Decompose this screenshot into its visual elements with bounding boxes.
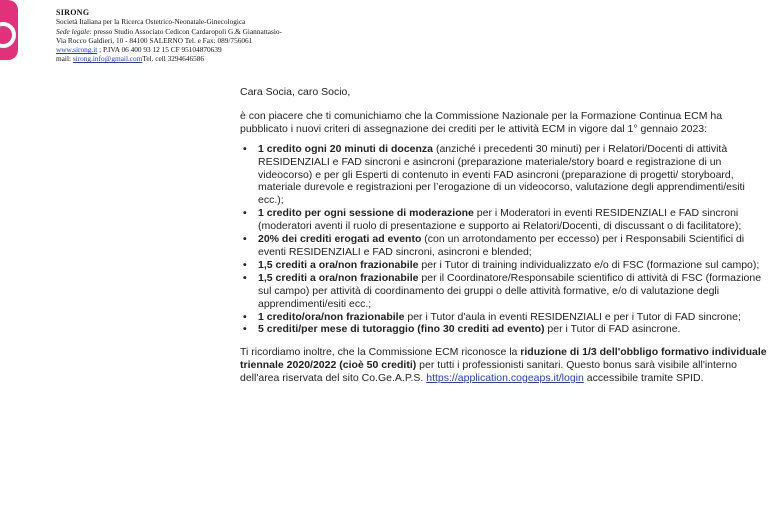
closing-before: Ti ricordiamo inoltre, che la Commissione ECM riconosce la bbox=[240, 346, 521, 359]
contact-line bbox=[56, 54, 282, 63]
sirong-logo-icon bbox=[0, 0, 18, 60]
bullet-icon: • bbox=[243, 271, 247, 284]
list-item bbox=[240, 311, 770, 324]
registered-office bbox=[56, 27, 282, 36]
closing-after: accessibile tramite SPID. bbox=[583, 372, 704, 385]
criteria-list bbox=[240, 143, 770, 337]
list-item bbox=[240, 233, 770, 259]
sede-label: Sede legale: bbox=[56, 26, 92, 36]
item-text: (con un arrotondamento per eccesso) per i Responsabili Scientifici di eventi RESIDENZIALI e FAD sincroni, asincroni e blended; bbox=[258, 233, 745, 258]
item-text: per i Tutor di training individualizzato e/o di FSC (formazione sul campo); bbox=[418, 258, 760, 271]
item-bold: 1,5 crediti a ora/non frazionabile bbox=[258, 258, 419, 271]
bullet-icon: • bbox=[243, 258, 247, 271]
email-link[interactable]: sirong.info@gmail.com bbox=[72, 54, 143, 64]
list-item bbox=[240, 323, 770, 336]
org-full-name: Società Italiana per la Ricerca Ostetrico-Neonatale-Ginecologica bbox=[56, 17, 246, 27]
bullet-icon: • bbox=[243, 310, 247, 323]
item-text: per i Tutor d'aula in eventi RESIDENZIALI e per i Tutor di FAD sincrone; bbox=[404, 310, 741, 323]
item-bold: 20% dei crediti erogati ad evento bbox=[258, 233, 422, 246]
org-name: SIRONG bbox=[56, 8, 90, 17]
item-text: per i Moderatori in eventi RESIDENZIALI e FAD sincroni (moderatori aventi il ruolo di presentazione e supporto ai Relatori/Docenti, di discussant o di facilitatore); bbox=[258, 207, 742, 233]
list-item bbox=[240, 259, 770, 272]
list-item bbox=[240, 143, 770, 208]
bullet-icon: • bbox=[243, 142, 247, 155]
closing-middle: per tutti i professionisti sanitari. Questo bonus sarà visibile all'interno dell'area riservata del sito Co.Ge.A.P.S. bbox=[240, 359, 737, 385]
item-bold: 1 credito ogni 20 minuti di docenza bbox=[258, 142, 434, 155]
piva: ; P.IVA 06 400 93 12 15 CF 95104870639 bbox=[97, 45, 222, 55]
item-bold: 1 credito/ora/non frazionabile bbox=[258, 310, 405, 323]
bullet-icon: • bbox=[243, 207, 247, 220]
bullet-icon: • bbox=[243, 323, 247, 336]
closing-paragraph bbox=[240, 346, 770, 385]
list-item bbox=[240, 272, 770, 311]
logo-ring bbox=[0, 22, 16, 48]
mail-label: mail: bbox=[56, 54, 73, 64]
item-text: (anziché i precedenti 30 minuti) per i Relatori/Docenti di attività RESIDENZIALI e FAD sincroni e asincroni (preparazione materiale/story board e registrazione di un videocorso) e per gli Esperti di contenuto in eventi FAD asincroni (preparazione di progetti/ storyboard, materiale durevole e registrazioni per l’erogazione di un videocorso, valutazione degli apprendimenti/esiti ecc.); bbox=[258, 142, 745, 207]
salutation: Cara Socia, caro Socio, bbox=[240, 86, 351, 98]
item-text: per il Coordinatore/Responsabile scientifico di attività di FSC (formazione sul campo) per attività di coordinamento dei gruppi o delle attività formative, e/o di valutazione degli apprendimenti/esiti ecc.; bbox=[258, 271, 762, 310]
item-bold: 5 crediti/per mese di tutoraggio (fino 30 crediti ad evento) bbox=[258, 323, 545, 336]
cogeaps-login-link[interactable]: https://application.cogeaps.it/login bbox=[426, 372, 584, 385]
closing-bold: riduzione di 1/3 dell'obbligo formativo individuale triennale 2020/2022 (cioè 50 crediti) bbox=[240, 346, 767, 372]
website-link[interactable]: www.sirong.it bbox=[56, 45, 98, 55]
letter-body bbox=[240, 86, 770, 385]
item-bold: 1,5 crediti a ora/non frazionabile bbox=[258, 271, 419, 284]
letterhead bbox=[56, 8, 282, 64]
bullet-icon: • bbox=[243, 233, 247, 246]
intro-paragraph: è con piacere che ti comunichiamo che la Commissione Nazionale per la Formazione Continua ECM ha pubblicato i nuovi criteri di assegnazione dei crediti per le attività ECM in vigore dal 1° gennaio 2023: bbox=[240, 109, 723, 135]
item-bold: 1 credito per ogni sessione di moderazione bbox=[258, 207, 474, 220]
item-text: per i Tutor di FAD asincrone. bbox=[544, 323, 681, 336]
list-item bbox=[240, 207, 770, 233]
address: Via Rocco Galdieri, 10 - 84100 SALERNO Tel. e Fax: 089/756061 bbox=[56, 35, 253, 45]
sede-text: presso Studio Associato Cedicon Cardaropoli G.& Giannattasio- bbox=[91, 26, 282, 36]
phone: Tel. cell 3294646586 bbox=[142, 54, 205, 64]
web-line bbox=[56, 45, 282, 54]
